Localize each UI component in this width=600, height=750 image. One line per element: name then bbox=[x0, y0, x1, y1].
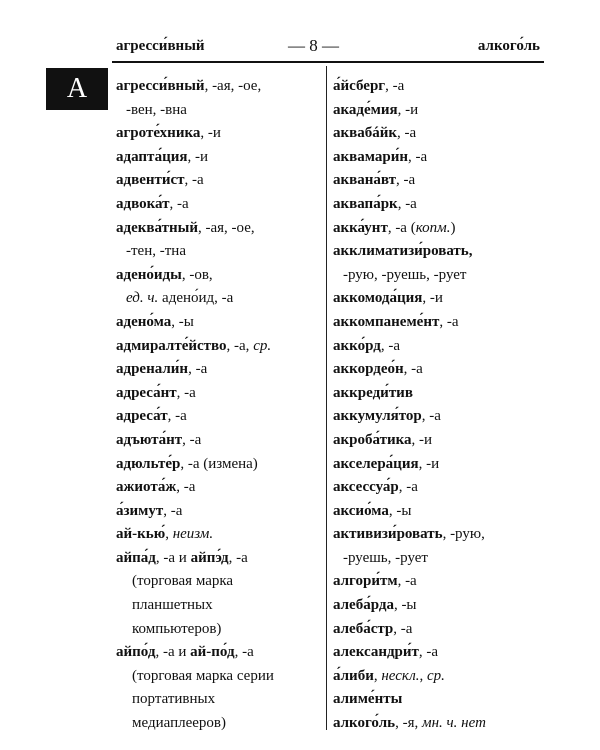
headword: аксио́ма bbox=[333, 502, 389, 519]
entry-line bbox=[333, 122, 548, 146]
entry-line bbox=[333, 311, 548, 335]
headword: аквана́вт bbox=[333, 172, 396, 189]
entry-line bbox=[116, 570, 322, 594]
entry-line bbox=[116, 264, 322, 288]
entry-text: портативных bbox=[132, 691, 216, 708]
grammar-note: ср. bbox=[253, 337, 272, 354]
headword: александри́т bbox=[333, 644, 419, 661]
entry-text: компьютеров) bbox=[132, 620, 222, 637]
entry-line bbox=[333, 500, 548, 524]
entry-text: , -а bbox=[167, 408, 187, 425]
entry-text: , -а bbox=[418, 644, 439, 661]
headword: ай-по́д bbox=[190, 644, 235, 661]
entry-line bbox=[116, 641, 322, 665]
entry-line bbox=[116, 335, 322, 359]
entry-text: , -и bbox=[397, 101, 419, 118]
entry-line bbox=[333, 169, 548, 193]
entry-text: , -а, bbox=[226, 337, 254, 354]
entry-line bbox=[116, 500, 322, 524]
entry-line bbox=[333, 287, 548, 311]
entry-line bbox=[116, 476, 322, 500]
entry-text: , -а bbox=[408, 148, 428, 165]
entry-line bbox=[116, 688, 322, 712]
headword: адреса́т bbox=[116, 408, 168, 425]
entry-text: , -ая, -ое, bbox=[197, 219, 255, 236]
entry-line bbox=[116, 99, 322, 123]
entry-text: , -а (измена) bbox=[180, 455, 258, 472]
headword: а́йсберг bbox=[333, 78, 386, 94]
entry-text: , -а bbox=[176, 384, 196, 401]
entry-line bbox=[333, 641, 548, 665]
entry-text: , -а bbox=[397, 573, 417, 590]
headword: акселера́ция bbox=[333, 455, 419, 472]
entry-text: , -и bbox=[187, 148, 209, 165]
entry-line bbox=[333, 264, 548, 288]
entry-line bbox=[116, 358, 322, 382]
headword: адюльте́р bbox=[116, 455, 181, 472]
entry-line bbox=[333, 335, 548, 359]
entry-line bbox=[116, 311, 322, 335]
entry-text: , -а bbox=[421, 408, 441, 425]
entry-text: -рую, -руешь, -рует bbox=[343, 266, 467, 283]
headword: акроба́тика bbox=[333, 431, 412, 448]
entry-line bbox=[116, 594, 322, 618]
headword: айпо́д bbox=[116, 644, 156, 661]
entry-line bbox=[333, 99, 548, 123]
headword: алкого́ль bbox=[333, 715, 396, 732]
header-rule bbox=[112, 61, 544, 63]
entry-line bbox=[333, 594, 548, 618]
entry-line bbox=[333, 688, 548, 712]
entry-line bbox=[333, 240, 548, 264]
entry-text: , -а bbox=[398, 479, 418, 496]
entry-text: , -и bbox=[200, 125, 221, 142]
entry-text: , -а bbox=[385, 78, 405, 94]
entry-text: , -ая, -ое, bbox=[204, 78, 262, 94]
headword: аквамари́н bbox=[333, 148, 408, 165]
page-number: — 8 — bbox=[288, 36, 339, 55]
grammar-note: нескл. bbox=[381, 667, 420, 684]
headword: адено́иды bbox=[116, 266, 182, 283]
entry-text: , -а bbox=[176, 479, 196, 496]
entry-text: , -а bbox=[439, 313, 459, 330]
headword: аксессуа́р bbox=[333, 479, 399, 496]
headword: адъюта́нт bbox=[116, 431, 183, 448]
entry-line bbox=[116, 240, 322, 264]
headword: а́зимут bbox=[116, 502, 164, 519]
headword: айпа́д bbox=[116, 549, 156, 566]
entry-text: , -а и bbox=[155, 549, 191, 566]
entry-text: , -а bbox=[397, 195, 417, 212]
entry-line bbox=[333, 75, 548, 99]
entry-text: -вен, -вна bbox=[126, 101, 187, 118]
entry-line bbox=[333, 618, 548, 642]
entry-text: , -а bbox=[188, 361, 208, 378]
entry-text: -руешь, -рует bbox=[343, 549, 428, 566]
section-letter-tab: А bbox=[46, 68, 108, 110]
entry-line bbox=[333, 358, 548, 382]
page-header bbox=[112, 38, 544, 60]
entry-text: , -а bbox=[395, 172, 416, 189]
headword: адмиралте́йство bbox=[116, 337, 227, 354]
entry-text: , -а bbox=[397, 125, 417, 142]
headword: аккреди́тив bbox=[333, 384, 413, 401]
entry-line bbox=[116, 146, 322, 170]
headword: алеба́стр bbox=[333, 620, 394, 637]
entry-line bbox=[333, 523, 548, 547]
entry-line bbox=[333, 405, 548, 429]
entry-line bbox=[116, 287, 322, 311]
entry-line bbox=[116, 665, 322, 689]
grammar-note: копм. bbox=[415, 219, 451, 236]
entry-text: , -а bbox=[234, 644, 254, 661]
entry-line bbox=[116, 122, 322, 146]
headword: аккомпанеме́нт bbox=[333, 313, 440, 330]
entry-text: , -а ( bbox=[387, 219, 416, 236]
entry-text: -тен, -тна bbox=[126, 243, 186, 260]
entry-text: , -и bbox=[418, 455, 440, 472]
entry-line bbox=[116, 169, 322, 193]
headword: адапта́ция bbox=[116, 148, 188, 165]
entry-text: , -рую, bbox=[442, 526, 485, 543]
entry-text: , -а bbox=[163, 502, 183, 519]
entry-text: , -а bbox=[169, 195, 189, 212]
headword: адвенти́ст bbox=[116, 172, 185, 189]
entry-text: , -ы bbox=[171, 313, 194, 330]
grammar-note: ед. ч. bbox=[126, 290, 159, 307]
entry-text: , -а bbox=[393, 620, 413, 637]
entry-line bbox=[116, 405, 322, 429]
headword: алгори́тм bbox=[333, 573, 398, 590]
right-column bbox=[333, 75, 548, 736]
headword: алиме́нты bbox=[333, 691, 403, 708]
entry-text: , bbox=[165, 526, 173, 543]
entry-line bbox=[116, 523, 322, 547]
entry-text: , -ы bbox=[393, 597, 417, 614]
entry-text: , -а bbox=[182, 431, 202, 448]
entry-text: планшетных bbox=[132, 597, 213, 614]
headword: ай-кью́ bbox=[116, 526, 166, 543]
entry-line bbox=[333, 146, 548, 170]
entry-text: адено́ид, -а bbox=[158, 290, 234, 307]
headword: аккомода́ция bbox=[333, 290, 423, 307]
grammar-note: ср. bbox=[427, 667, 445, 684]
entry-line bbox=[333, 665, 548, 689]
entry-text: ) bbox=[450, 219, 456, 236]
headword: а́либи bbox=[333, 667, 374, 684]
entry-line bbox=[116, 453, 322, 477]
entry-line bbox=[116, 75, 322, 99]
header-last-word: алкого́ль bbox=[477, 38, 540, 54]
header-first-word: агресси́вный bbox=[116, 38, 205, 54]
entry-text: , -и bbox=[411, 431, 433, 448]
headword: аквабáйк bbox=[333, 125, 398, 142]
headword: адренали́н bbox=[116, 361, 189, 378]
entry-line bbox=[333, 547, 548, 571]
entry-text: , bbox=[373, 667, 382, 684]
headword: адвока́т bbox=[116, 195, 170, 212]
grammar-note: неизм. bbox=[172, 526, 214, 543]
entry-text: , -а и bbox=[155, 644, 191, 661]
headword: аккумуля́тор bbox=[333, 408, 422, 425]
headword: акклиматизи́ровать, bbox=[333, 243, 473, 260]
entry-text: , -а bbox=[228, 549, 248, 566]
entry-text: , bbox=[419, 667, 428, 684]
column-separator bbox=[326, 66, 327, 730]
entry-text: , -ы bbox=[388, 502, 412, 519]
entry-text: , -а bbox=[184, 172, 204, 189]
headword: алеба́рда bbox=[333, 597, 394, 614]
headword: агресси́вный bbox=[116, 78, 205, 94]
entry-line bbox=[116, 618, 322, 642]
headword: активизи́ровать bbox=[333, 526, 443, 543]
left-column bbox=[116, 75, 322, 736]
entry-line bbox=[333, 712, 548, 736]
entry-line bbox=[333, 193, 548, 217]
entry-line bbox=[116, 712, 322, 736]
headword: агроте́хника bbox=[116, 125, 201, 142]
entry-text: , -а bbox=[403, 361, 423, 378]
entry-line bbox=[116, 547, 322, 571]
entry-text: , -и bbox=[422, 290, 443, 307]
entry-line bbox=[116, 382, 322, 406]
entry-line bbox=[116, 193, 322, 217]
entry-text: , -я, bbox=[395, 715, 422, 732]
entry-line bbox=[333, 570, 548, 594]
headword: айпэ́д bbox=[190, 549, 229, 566]
headword: адеква́тный bbox=[116, 219, 198, 236]
headword: аквапа́рк bbox=[333, 195, 398, 212]
headword: адено́ма bbox=[116, 313, 172, 330]
headword: аккордео́н bbox=[333, 361, 404, 378]
entry-line bbox=[333, 476, 548, 500]
headword: акко́рд bbox=[333, 337, 381, 354]
grammar-note: мн. ч. нет bbox=[422, 715, 486, 732]
entry-text: медиаплееров) bbox=[132, 715, 226, 732]
headword: акаде́мия bbox=[333, 101, 398, 118]
headword: адреса́нт bbox=[116, 384, 177, 401]
entry-text: (торговая марка bbox=[132, 573, 234, 590]
entry-text: (торговая марка серии bbox=[132, 667, 274, 684]
headword: ажиота́ж bbox=[116, 479, 177, 496]
entry-line bbox=[116, 217, 322, 241]
entry-text: , -а bbox=[380, 337, 400, 354]
entry-line bbox=[333, 429, 548, 453]
entry-line bbox=[116, 429, 322, 453]
entry-text: , -ов, bbox=[181, 266, 213, 283]
entry-line bbox=[333, 453, 548, 477]
entry-line bbox=[333, 217, 548, 241]
entry-line bbox=[333, 382, 548, 406]
headword: акка́унт bbox=[333, 219, 388, 236]
